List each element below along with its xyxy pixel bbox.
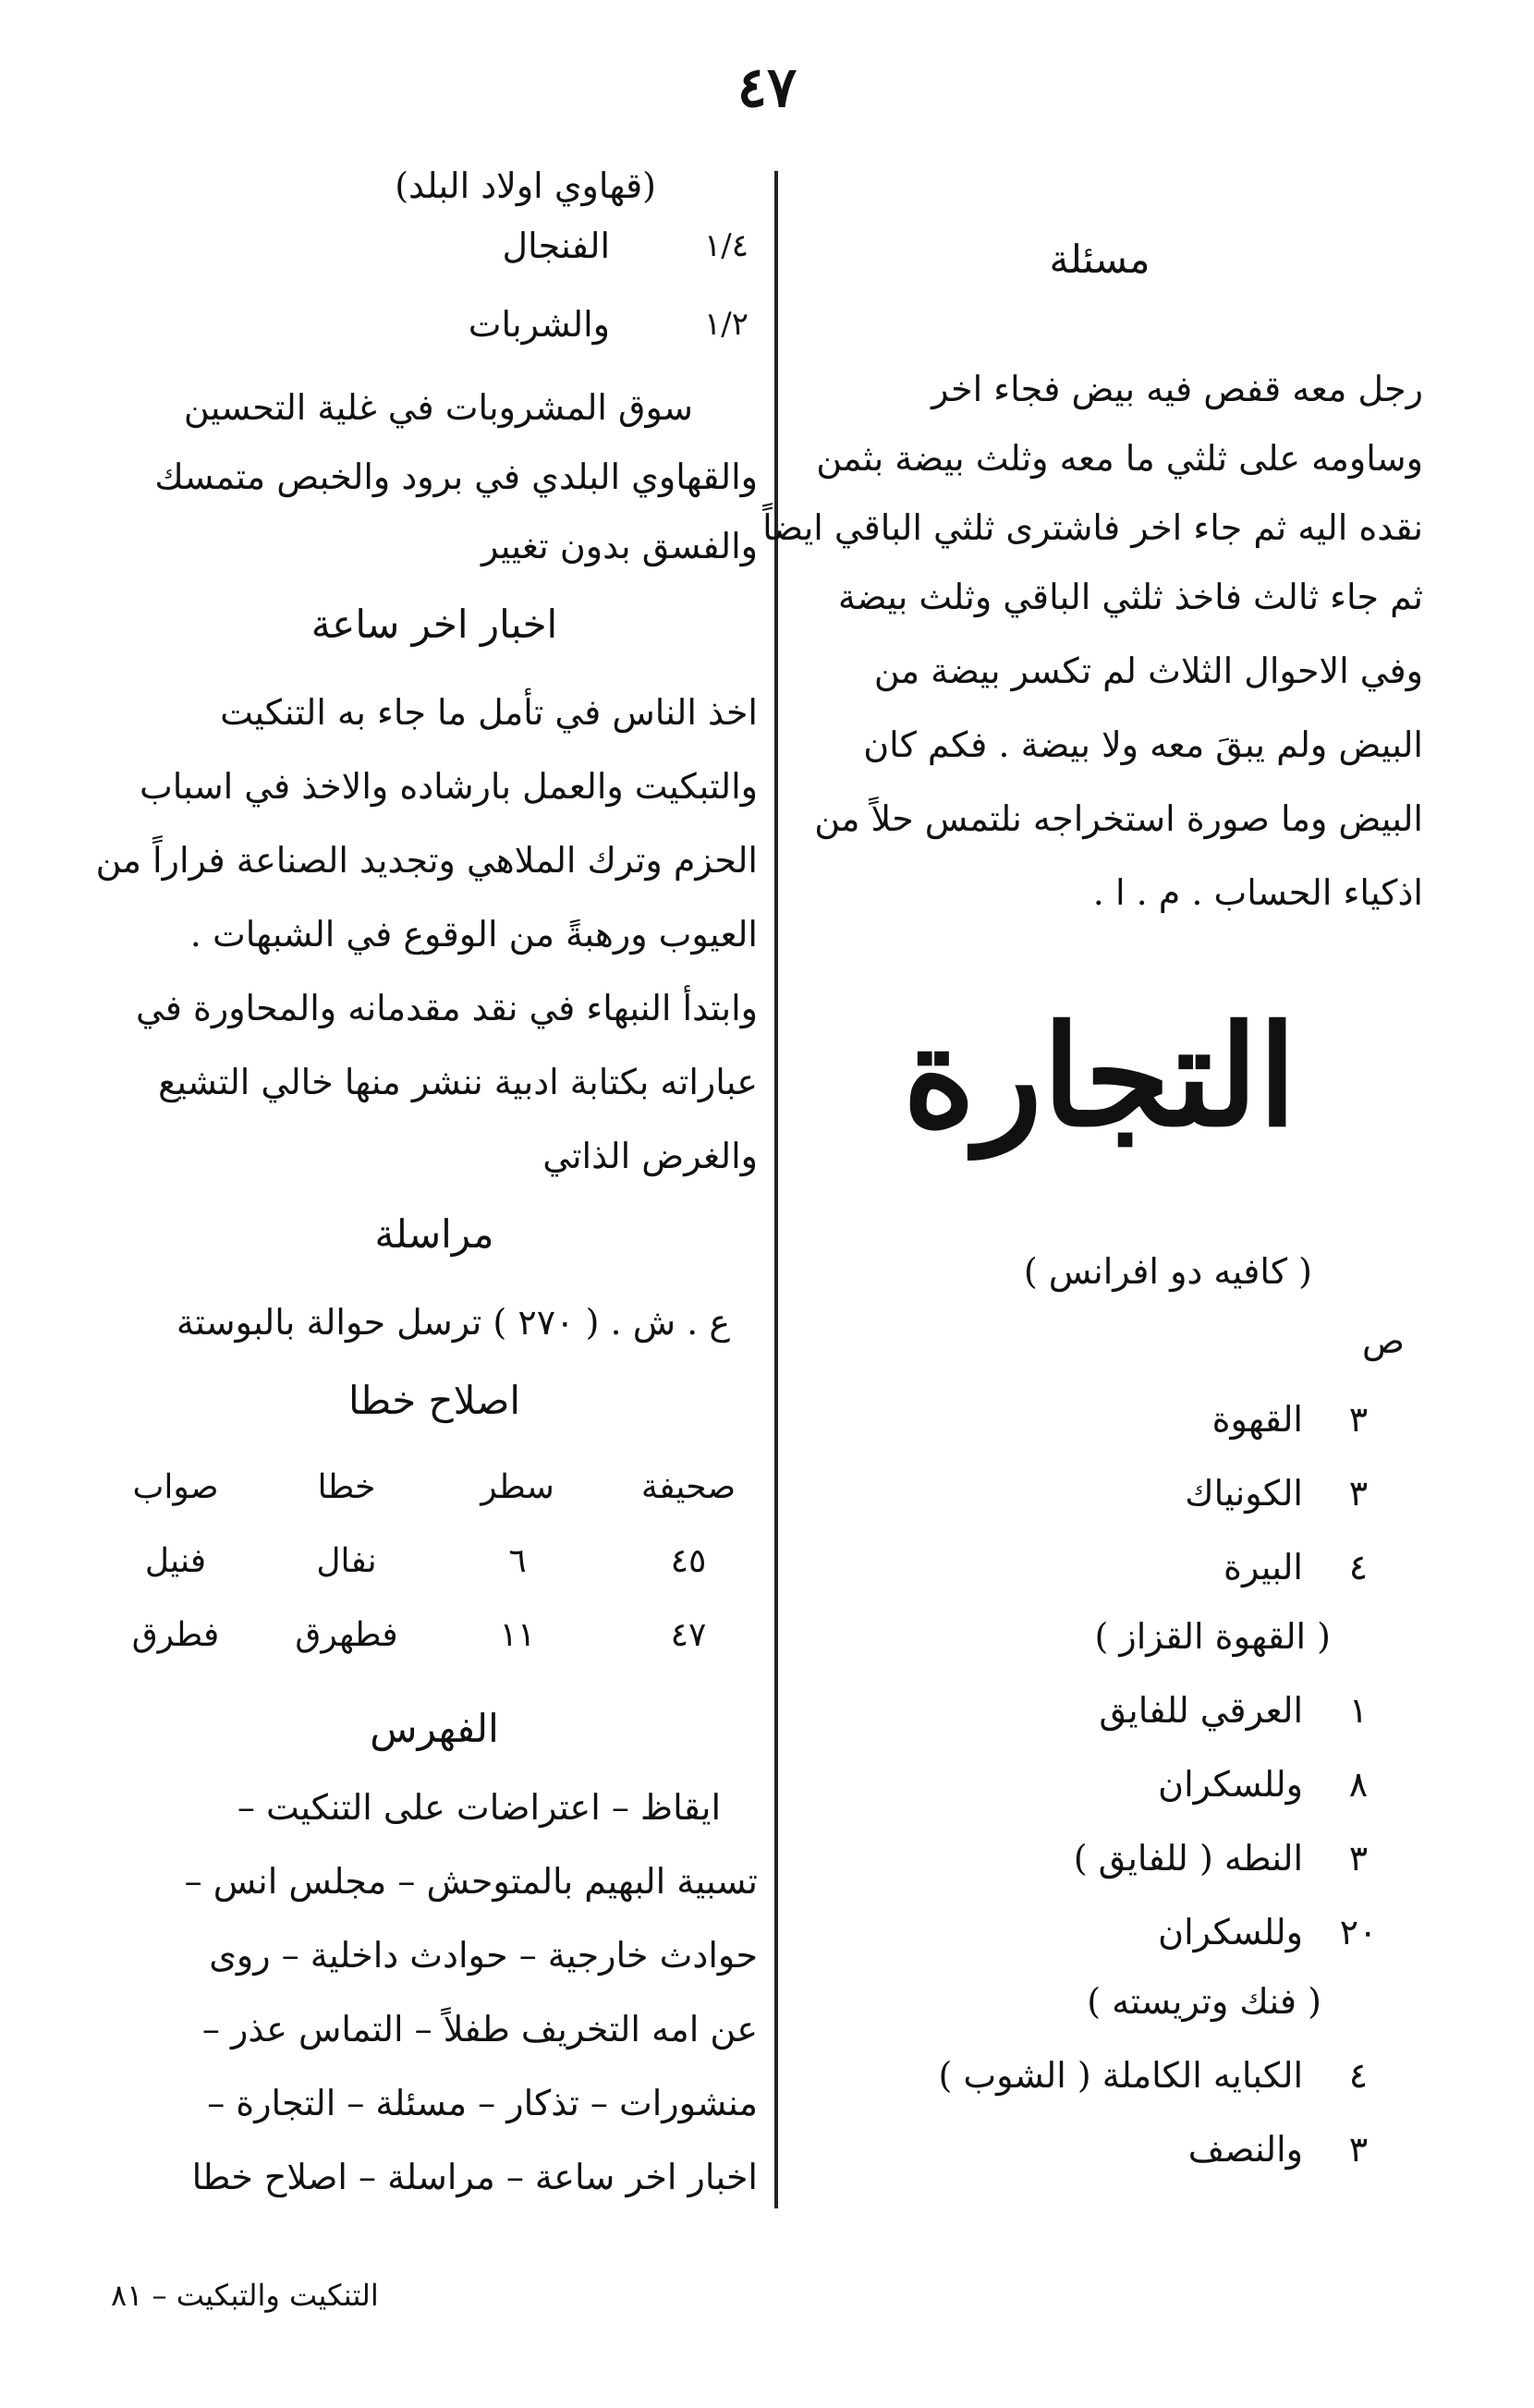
price-label: والنصف — [1187, 2129, 1303, 2170]
news-line: الحزم وترك الملاهي وتجديد الصناعة فراراً من — [95, 840, 758, 881]
column-divider — [774, 171, 778, 2208]
price-label: الكبايه الكاملة ( الشوب ) — [938, 2055, 1303, 2096]
fraction: ١/٢ — [704, 306, 749, 343]
price-label: القهوة — [1211, 1399, 1303, 1440]
market-line: سوق المشروبات في غلية التحسين — [183, 387, 693, 428]
errata-heading: اصلاح خطا — [347, 1378, 521, 1423]
price-value: ٢٠ — [1339, 1912, 1378, 1952]
cafe-item: الفنجال — [502, 225, 610, 266]
puzzle-line: البيض ولم يبقَ معه ولا بيضة . فكم كان — [863, 724, 1423, 765]
price-row — [776, 1469, 1423, 1517]
index-line: حوادث خارجية – حوادث داخلية – روى — [209, 1935, 758, 1976]
price-label: النطه ( للفايق ) — [1073, 1838, 1303, 1879]
errata-cell: فطهرق — [295, 1616, 398, 1654]
errata-col-line: سطر — [481, 1468, 554, 1506]
price-row — [776, 1612, 1423, 1660]
trade-title: التجارة — [902, 995, 1297, 1158]
puzzle-line: ثم جاء ثالث فاخذ ثلثي الباقي وثلث بيضة — [837, 577, 1423, 617]
errata-col-right: صواب — [132, 1468, 219, 1506]
news-line: وابتدأ النبهاء في نقد مقدمانه والمحاورة في — [136, 988, 758, 1028]
cafes-heading: (قهاوي اولاد البلد) — [395, 165, 656, 206]
errata-cell: ١١ — [499, 1616, 536, 1654]
market-line: والقهاوي البلدي في برود والخبص متمسك — [154, 456, 758, 497]
footer: التنكيت والتبكيت – ٨١ — [111, 2278, 379, 2313]
price-label: ( فنك وتريسته ) — [1087, 1981, 1321, 2022]
price-value: ٣ — [1348, 1399, 1369, 1440]
news-line: اخذ الناس في تأمل ما جاء به التنكيت — [220, 692, 758, 733]
price-row — [776, 1977, 1423, 2025]
price-row — [776, 1395, 1423, 1443]
index-line: عن امه التخريف طفلاً – التماس عذر – — [201, 2009, 758, 2049]
puzzle-line: وساومه على ثلثي ما معه وثلث بيضة بثمن — [816, 438, 1423, 479]
cafe-item: والشربات — [468, 304, 610, 345]
errata-cell: نفال — [316, 1542, 377, 1580]
page-number: ٤٧ — [737, 55, 797, 120]
price-row — [776, 2125, 1423, 2173]
price-label: الكونياك — [1185, 1473, 1303, 1514]
price-label: وللسكران — [1158, 1912, 1303, 1952]
errata-col-page: صحيفة — [640, 1468, 737, 1506]
price-label: البيرة — [1224, 1547, 1303, 1587]
news-heading: اخبار اخر ساعة — [310, 602, 558, 647]
news-line: والتبكيت والعمل بارشاده والاخذ في اسباب — [140, 766, 758, 807]
price-value: ٣ — [1348, 1473, 1369, 1514]
price-value: ١ — [1348, 1690, 1369, 1731]
market-line: والفسق بدون تغيير — [481, 526, 758, 566]
price-value: ٣ — [1348, 1838, 1369, 1879]
correspondence-line: ع . ش . ( ٢٧٠ ) ترسل حوالة بالبوستة — [176, 1302, 730, 1343]
index-heading: الفهرس — [370, 1706, 499, 1751]
fraction: ١/٤ — [704, 227, 749, 264]
trade-subtitle: ( كافيه دو افرانس ) — [1023, 1251, 1312, 1292]
price-row — [776, 2051, 1423, 2099]
errata-cell: فنيل — [144, 1542, 207, 1580]
index-line: اخبار اخر ساعة – مراسلة – اصلاح خطا — [191, 2157, 758, 2197]
errata-cell: فطرق — [131, 1616, 220, 1654]
correspondence-heading: مراسلة — [374, 1211, 494, 1257]
price-value: ٨ — [1348, 1764, 1369, 1805]
news-line: والغرض الذاتي — [542, 1136, 758, 1176]
puzzle-line: اذكياء الحساب . م . ا . — [1092, 872, 1423, 913]
puzzle-line: وفي الاحوال الثلاث لم تكسر بيضة من — [873, 651, 1423, 691]
cafe-price-row — [111, 222, 758, 270]
price-row — [776, 1686, 1423, 1734]
currency-header: ص — [1362, 1320, 1405, 1361]
price-row — [776, 1834, 1423, 1882]
index-line: ايقاظ – اعتراضات على التنكيت – — [237, 1787, 721, 1828]
puzzle-line: رجل معه قفص فيه بيض فجاء اخر — [931, 369, 1423, 409]
cafe-price-row — [111, 300, 758, 348]
errata-col-wrong: خطا — [317, 1468, 376, 1506]
news-line: عباراته بكتابة ادبية ننشر منها خالي التشيع — [158, 1062, 758, 1102]
price-value: ٤ — [1348, 2055, 1369, 2096]
price-value: ٤ — [1348, 1547, 1369, 1587]
price-label: وللسكران — [1158, 1764, 1303, 1805]
puzzle-line: البيض وما صورة استخراجه نلتمس حلاً من — [814, 798, 1423, 839]
index-line: تسبية البهيم بالمتوحش – مجلس انس – — [184, 1861, 758, 1902]
errata-cell: ٤٥ — [670, 1542, 707, 1580]
price-row — [776, 1543, 1423, 1591]
errata-cell: ٤٧ — [670, 1616, 707, 1654]
price-label: ( القهوة القزاز ) — [1094, 1616, 1331, 1657]
price-value: ٣ — [1348, 2129, 1369, 2170]
news-line: العيوب ورهبةً من الوقوع في الشبهات . — [189, 914, 758, 955]
price-row — [776, 1760, 1423, 1808]
errata-cell: ٦ — [508, 1542, 527, 1580]
puzzle-heading: مسئلة — [1049, 237, 1150, 282]
puzzle-line: نقده اليه ثم جاء اخر فاشترى ثلثي الباقي ايضاً — [762, 507, 1423, 548]
index-line: منشورات – تذكار – مسئلة – التجارة – — [207, 2083, 758, 2123]
price-label: العرقي للفايق — [1099, 1690, 1303, 1731]
price-row — [776, 1908, 1423, 1956]
